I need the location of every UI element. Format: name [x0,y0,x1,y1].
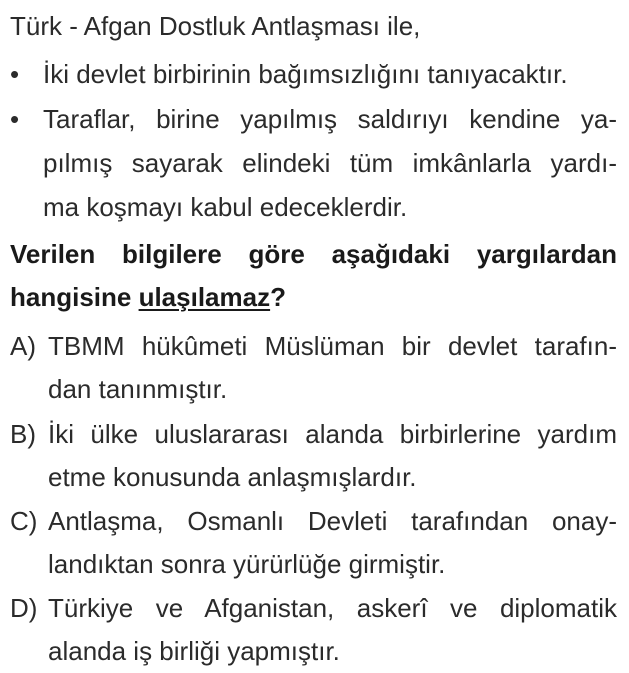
option-c-line-2[interactable]: landıktan sonra yürürlüğe girmiştir. [48,549,446,579]
option-a-letter[interactable]: A) [10,331,36,361]
option-b-letter[interactable]: B) [10,419,36,449]
intro-text: Türk - Afgan Dostluk Antlaşması ile, [10,11,421,41]
question-suffix: ? [270,282,286,312]
option-d-line-2[interactable]: alanda iş birliği yapmıştır. [48,636,340,666]
option-c-letter[interactable]: C) [10,506,38,536]
bullet-2-line-3: ma koşmayı kabul edeceklerdir. [43,192,408,222]
option-b-line-1[interactable]: İki ülke uluslararası alanda birbirlerine yardım [48,419,617,449]
option-d-line-1[interactable]: Türkiye ve Afganistan, askerî ve diplomatik [48,593,617,623]
option-c-line-1[interactable]: Antlaşma, Osmanlı Devleti tarafından onay- [48,506,617,536]
bullet-1-symbol: • [10,59,20,89]
option-a-line-2[interactable]: dan tanınmıştır. [48,374,228,404]
question-emphasis: ulaşılamaz [138,282,271,312]
question-line-1: Verilen bilgilere göre aşağıdaki yargılardan [10,239,617,269]
bullet-1-line-1: İki devlet birbirinin bağımsızlığını tanıyacaktır. [43,59,568,89]
question-line-2 [10,275,617,319]
bullet-2-line-1: Taraflar, birine yapılmış saldırıyı kendine ya- [43,104,617,134]
bullet-2-symbol: • [10,104,20,134]
bullet-2-line-2: pılmış sayarak elindeki tüm imkânlarla yardı- [43,148,617,178]
option-a-line-1[interactable]: TBMM hükûmeti Müslüman bir devlet tarafın- [48,331,617,361]
question-prefix: hangisine [10,282,139,312]
option-b-line-2[interactable]: etme konusunda anlaşmışlardır. [48,462,417,492]
option-d-letter[interactable]: D) [10,593,38,623]
